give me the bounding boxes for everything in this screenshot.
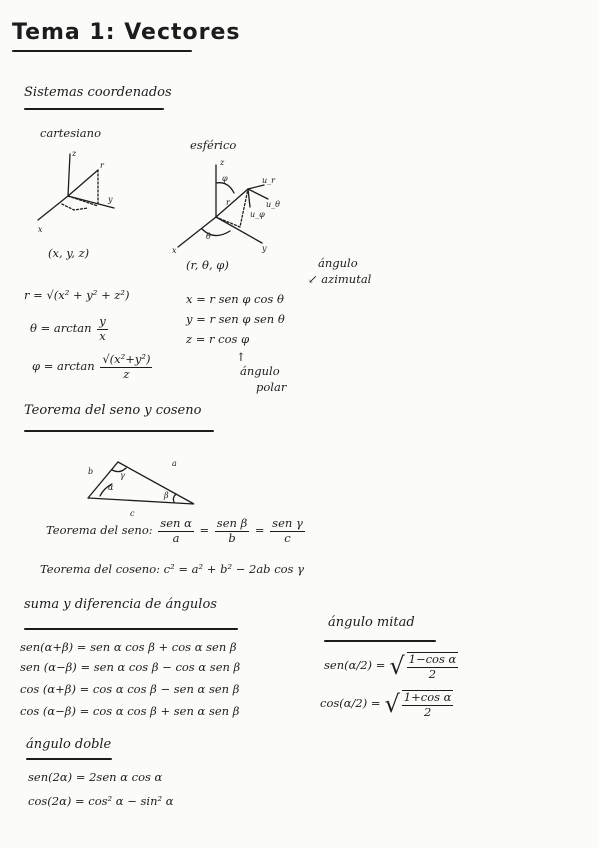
axis-r-label: r bbox=[100, 161, 104, 170]
y-spherical-eq: y = r sen φ sen θ bbox=[186, 312, 285, 326]
side-b-label: b bbox=[88, 467, 94, 476]
phi-lhs: φ = arctan bbox=[32, 359, 95, 373]
half-sine-den: 2 bbox=[428, 666, 437, 681]
utheta-label: u_θ bbox=[266, 200, 280, 209]
cartesian-label: cartesiano bbox=[40, 126, 101, 140]
sine-frac-b bbox=[215, 518, 249, 544]
r-formula: r = √(x² + y² + z²) bbox=[24, 288, 130, 302]
half-cosine-fraction bbox=[402, 690, 454, 718]
spherical-label: esférico bbox=[190, 138, 237, 152]
phi-fraction bbox=[100, 354, 152, 380]
sine-theorem-label: Teorema del seno: bbox=[46, 523, 153, 537]
half-angle-heading: ángulo mitad bbox=[328, 615, 415, 630]
ur-label: u_r bbox=[262, 176, 275, 185]
double-formula-1: sen(2α) = 2sen α cos α bbox=[28, 770, 163, 784]
r-label: r bbox=[226, 198, 230, 207]
sum-diff-underline bbox=[24, 628, 238, 630]
sum-diff-heading: suma y diferencia de ángulos bbox=[24, 597, 217, 612]
unit-theta bbox=[248, 189, 268, 199]
spherical-axes-diagram bbox=[168, 155, 278, 255]
double-formula-2: cos(2α) = cos² α − sin² α bbox=[28, 794, 174, 808]
half-cosine-lhs: cos(α/2) = bbox=[320, 696, 381, 711]
half-sine-formula bbox=[324, 652, 460, 680]
page-title: Tema 1: Vectores bbox=[12, 20, 241, 45]
sine-frac-c-den: c bbox=[284, 530, 291, 545]
cosine-theorem bbox=[40, 564, 304, 576]
sine-frac-b-num: sen β bbox=[216, 516, 248, 530]
theta-fraction bbox=[97, 316, 108, 342]
sum-formula-2: sen (α−β) = sen α cos β − cos α sen β bbox=[20, 660, 241, 674]
sum-formula-3: cos (α+β) = cos α cos β − sen α sen β bbox=[20, 682, 240, 696]
half-cosine-den: 2 bbox=[423, 704, 432, 719]
theta-lhs: θ = arctan bbox=[30, 321, 92, 335]
z-spherical-eq: z = r cos φ bbox=[186, 332, 250, 346]
equals-sign: = bbox=[254, 523, 265, 537]
axis-z-label: z bbox=[72, 149, 77, 158]
x-spherical-eq: x = r sen φ cos θ bbox=[186, 292, 284, 306]
phi-arc bbox=[216, 183, 234, 193]
title-underline bbox=[12, 50, 192, 52]
cosine-theorem-formula: c² = a² + b² − 2ab cos γ bbox=[163, 562, 304, 576]
sine-cosine-underline bbox=[24, 430, 214, 432]
spherical-tuple: (r, θ, φ) bbox=[186, 258, 229, 272]
axis-x-label: x bbox=[172, 246, 177, 255]
polar-note-2: polar bbox=[256, 380, 287, 394]
sine-frac-a-den: a bbox=[172, 530, 180, 545]
phi-label: φ bbox=[222, 174, 228, 183]
double-angle-heading: ángulo doble bbox=[26, 737, 112, 752]
azimutal-note-2: ↙ azimutal bbox=[308, 272, 372, 286]
cosine-theorem-label: Teorema del coseno: bbox=[40, 562, 161, 576]
coords-heading-underline bbox=[24, 108, 164, 110]
triangle bbox=[88, 462, 194, 504]
y-axis bbox=[216, 217, 262, 243]
half-sine-fraction bbox=[407, 652, 459, 680]
phi-num: √(x²+y²) bbox=[102, 352, 151, 366]
z-axis bbox=[68, 154, 70, 196]
sine-frac-c-num: sen γ bbox=[272, 516, 303, 530]
x-axis bbox=[38, 196, 68, 220]
equals-sign: = bbox=[199, 523, 210, 537]
sum-formula-4: cos (α−β) = cos α cos β + sen α sen β bbox=[20, 704, 240, 718]
phi-den: z bbox=[123, 366, 130, 381]
sine-theorem bbox=[46, 518, 307, 544]
gamma-label: γ bbox=[120, 471, 125, 480]
unit-phi bbox=[248, 189, 250, 207]
half-sine-lhs: sen(α/2) = bbox=[324, 658, 386, 673]
position-vector bbox=[68, 170, 98, 196]
polar-note: ángulo bbox=[240, 364, 280, 378]
sine-cosine-heading: Teorema del seno y coseno bbox=[24, 403, 202, 418]
azimutal-note: ángulo bbox=[318, 256, 358, 270]
uphi-label: u_φ bbox=[250, 210, 265, 219]
side-a-label: a bbox=[172, 459, 177, 468]
half-sine-num: 1−cos α bbox=[408, 652, 457, 666]
unit-r bbox=[248, 185, 264, 189]
projection-base bbox=[68, 196, 98, 206]
sqrt-icon: √ bbox=[389, 652, 405, 680]
cartesian-axes-diagram bbox=[32, 146, 132, 236]
axis-y-label: y bbox=[108, 195, 113, 204]
axis-y-label: y bbox=[262, 244, 267, 253]
phi-formula bbox=[32, 354, 154, 380]
beta-label: β bbox=[164, 491, 169, 500]
axis-z-label: z bbox=[220, 158, 225, 167]
coords-heading: Sistemas coordenados bbox=[24, 85, 172, 100]
alpha-label: α bbox=[108, 483, 114, 492]
sqrt-icon: √ bbox=[384, 690, 400, 718]
theta-formula bbox=[30, 316, 110, 342]
sum-formula-1: sen(α+β) = sen α cos β + cos α sen β bbox=[20, 640, 237, 654]
theta-den: x bbox=[99, 328, 106, 343]
side-c-label: c bbox=[130, 509, 135, 518]
beta-arc bbox=[173, 494, 176, 502]
sine-frac-a bbox=[158, 518, 194, 544]
triangle-diagram bbox=[84, 456, 224, 516]
cartesian-tuple: (x, y, z) bbox=[48, 246, 90, 260]
half-cosine-num: 1+cos α bbox=[403, 690, 452, 704]
double-angle-underline bbox=[26, 758, 112, 760]
sine-frac-b-den: b bbox=[228, 530, 236, 545]
half-angle-underline bbox=[324, 640, 436, 642]
polar-arrow: ↑ bbox=[236, 350, 246, 364]
theta-label: θ bbox=[206, 232, 211, 241]
axis-x-label: x bbox=[38, 225, 43, 234]
half-cosine-formula bbox=[320, 690, 455, 718]
sine-frac-c bbox=[270, 518, 305, 544]
sine-frac-a-num: sen α bbox=[160, 516, 192, 530]
theta-num: y bbox=[99, 314, 106, 328]
